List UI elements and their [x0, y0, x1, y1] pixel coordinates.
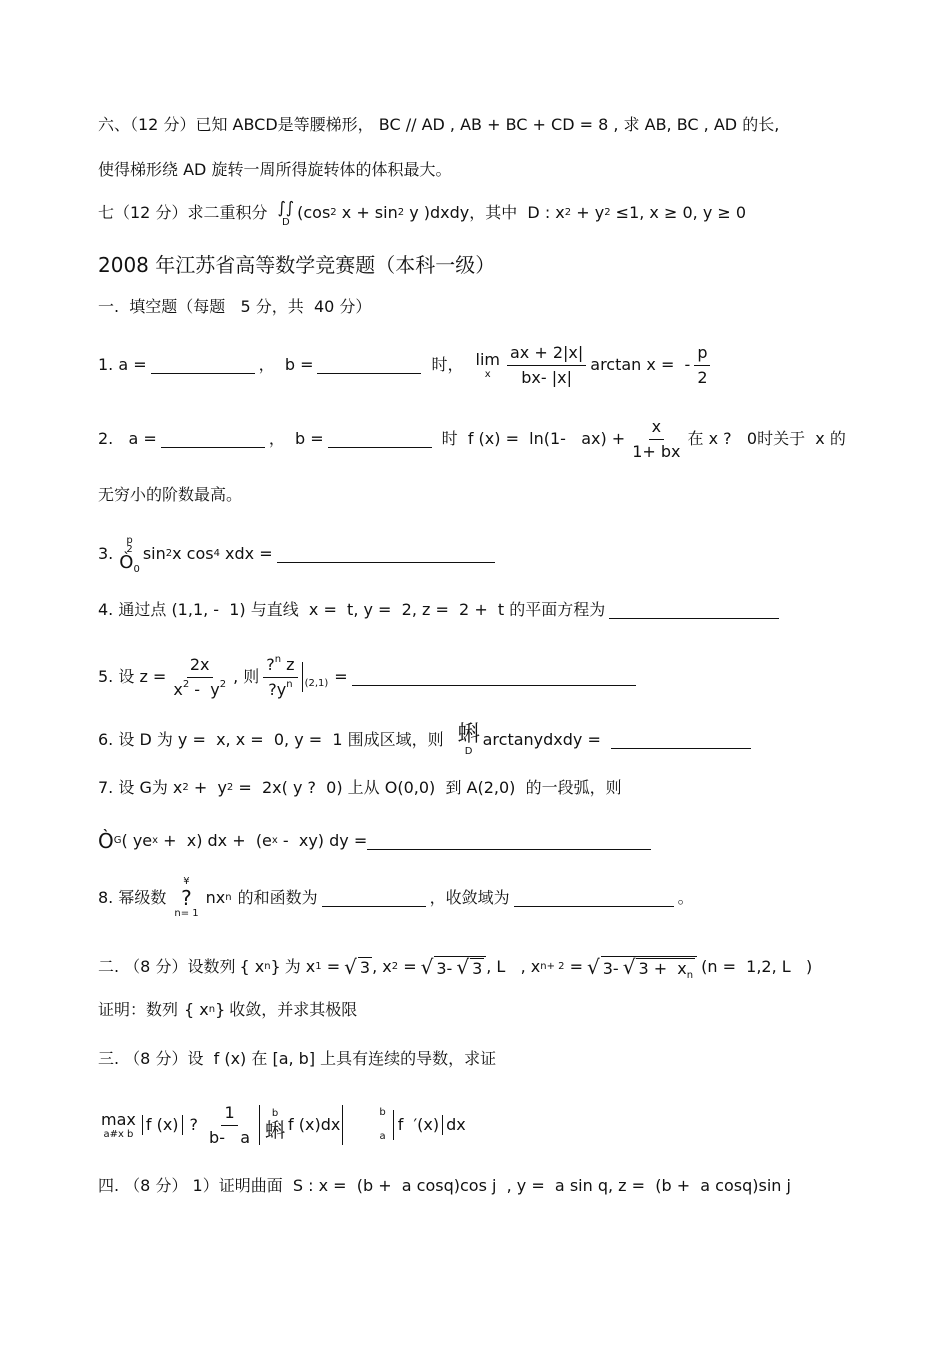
part2-line1: 二. （8 分）设数列 { x n } 为 x 1 = √ 3 , x 2 = √ 3- √ 3 , L , x n+ 2 = √ 3- √ $3 + x_n$ (n = 1,2, L ) [98, 954, 813, 981]
integral-symbol-3: b 蝌 [265, 1108, 286, 1142]
problem-4: 4. 通过点 (1,1, - 1) 与直线 x = t, y = 2, z = 2 + t 的平面方程为 [98, 600, 783, 620]
answer-blank-6 [611, 732, 751, 749]
problem-5: 5. 设 z = $\frac{2x}{x^2 - y^2}$ , 则 $\frac{?^n z}{?y^n}$ (2,1) = [98, 652, 640, 702]
part2-line2: 证明：数列 { x n } 收敛，并求其极限 [98, 1000, 358, 1019]
limit-symbol: lim x [475, 350, 500, 380]
problem-2-line2: 无穷小的阶数最高。 [98, 485, 243, 504]
q6-line2 [98, 160, 451, 180]
part4-line1: 四. （8 分） 1）证明曲面 S : x = (b + a cosq)cos j , y = a sin q, z = (b + a cosq)sin j [98, 1176, 791, 1195]
problem-7: 7. 设 G为 x 2 + y 2 = 2x( y ? 0) 上从 O(0,0) 到 A(2,0) 的一段弧，则 [98, 778, 622, 797]
line-integral-symbol: Ò [98, 829, 114, 853]
part1-heading: 一. 填空题（每题 5 分，共 40 分） [98, 297, 372, 316]
answer-blank-7 [367, 833, 651, 850]
summation-symbol: ¥ ? n= 1 [174, 876, 199, 919]
answer-blank-8b [514, 890, 674, 907]
part3-inequality: max a#x b f (x) ? $\frac{1}{b- a}$ b 蝌 f (x)dx b a f ′(x) dx [101, 1102, 466, 1147]
x-over-1-plus-bx: $\frac{x}{1+ bx}$ [632, 416, 681, 461]
q6-line1 [98, 115, 779, 135]
double-integral-symbol-6: 蝌 D [457, 722, 480, 757]
part3-line1: 三. （8 分）设 f (x) 在 [a, b] 上具有连续的导数，求证 [98, 1049, 497, 1068]
double-integral-symbol: ∫∫ D [277, 198, 295, 228]
integral-limits: b a [379, 1107, 386, 1142]
answer-blank-8a [322, 890, 426, 907]
answer-blank-b [317, 357, 421, 374]
problem-1: 1. a = ， b = 时， lim x $\frac{ax + 2|x|}{bx- |x|}$ arctan x = - $\frac{p}{2}$ [98, 340, 715, 390]
answer-blank-3 [277, 546, 495, 563]
max-operator: max a#x b [101, 1110, 136, 1140]
answer-blank-a [151, 357, 255, 374]
answer-blank-5 [352, 669, 636, 686]
problem-2: 2. a = ， b = 时 f (x) = ln(1- ax) + $\frac{x}{1+ bx}$ 在 x ? 0时关于 x 的 [98, 416, 846, 461]
problem-3: 3. p 2 $Ò_0$ sin 2 x cos 4 xdx = [98, 532, 499, 576]
answer-blank-a2 [161, 431, 265, 448]
integral-symbol: p 2 $Ò_0$ [119, 535, 140, 575]
problem-8: 8. 幂级数 ¥ ? n= 1 nx n 的和函数为 ，收敛域为 。 [98, 876, 694, 919]
section-title: 2008 年江苏省高等数学竞赛题（本科一级） [98, 253, 496, 277]
partial-derivative-fraction: $\frac{?^n z}{?y^n}$ [263, 655, 297, 700]
z-fraction: $\frac{2x}{x^2 - y^2}$ [173, 654, 227, 699]
pi-over-2-fraction: $\frac{p}{2}$ [694, 343, 710, 388]
q6-text: 六、（12 分）已知 ABCD是等腰梯形， BC // AD , AB + BC + CD = 8 , 求 AB, BC , AD 的长, [98, 115, 780, 134]
limit-fraction: $\frac{ax + 2|x|}{bx- |x|}$ [507, 343, 586, 388]
problem-6: 6. 设 D 为 y = x, x = 0, y = 1 围成区域，则 蝌 D arctanydxdy = [98, 722, 755, 758]
answer-blank-4 [609, 602, 779, 619]
q6-text2: 使得梯形绕 AD 旋转一周所得旋转体的体积最大。 [98, 160, 452, 179]
reciprocal-fraction: $\frac{1}{b- a}$ [209, 1102, 251, 1147]
answer-blank-b2 [328, 431, 432, 448]
q7-line: 七（12 分）求二重积分 ∫∫ D (cos 2 x + sin 2 y )dxdy，其中 D : x 2 + y 2 ≤1, x ≥ 0, y ≥ 0 [98, 198, 747, 228]
problem-7-line2: Ò G ( ye x + x) dx + (e x - xy) dy = [98, 826, 655, 856]
